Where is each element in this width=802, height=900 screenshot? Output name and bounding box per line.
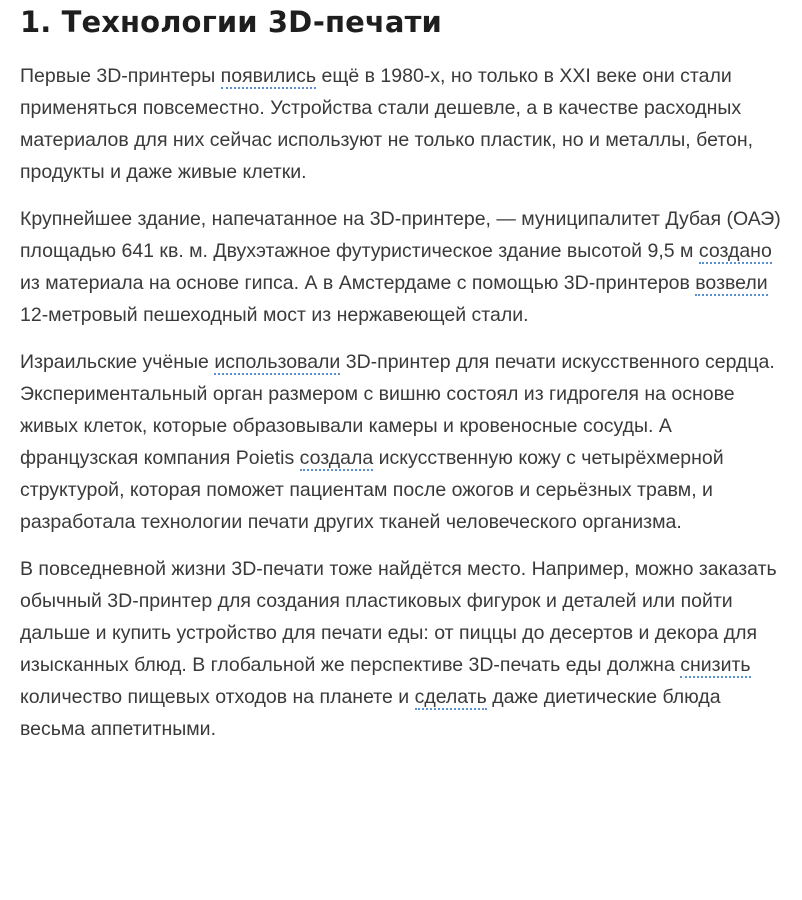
text-run: В повседневной жизни 3D-печати тоже найдётся место. Например, можно заказать обычный 3D-принтер для создания пластиковых фигурок и деталей или пойти дальше и купить устройство для печати еды: от пиццы до десертов и декора для изысканных блюд. В глобальной же перспективе 3D-печать еды должна	[20, 558, 777, 676]
paragraph	[20, 553, 784, 745]
text-run: искусственную кожу с четырёхмерной структурой, которая поможет пациентам после ожогов и серьёзных травм, и разработала технологии печати других тканей человеческого организма.	[20, 447, 724, 533]
inline-link[interactable]: снизить	[680, 654, 751, 676]
text-run: 3D-принтер для печати искусственного сердца. Экспериментальный орган размером с вишню состоял из гидрогеля на основе живых клеток, которые образовывали камеры и кровеносные сосуды. А французская компания Poietis	[20, 351, 775, 469]
inline-link[interactable]: создано	[698, 240, 772, 262]
text-run: 12-метровый пешеходный мост из нержавеющей стали.	[20, 304, 529, 326]
paragraph	[20, 203, 784, 331]
text-run: даже диетические блюда весьма аппетитными.	[20, 686, 721, 740]
text-run: Первые 3D-принтеры	[20, 65, 221, 87]
inline-link[interactable]: появились	[220, 65, 317, 87]
section-heading: 1. Технологии 3D-печати	[20, 5, 442, 39]
text-run: Крупнейшее здание, напечатанное на 3D-принтере, — муниципалитет Дубая (ОАЭ) площадью 641 кв. м. Двухэтажное футуристическое здание высотой 9,5 м	[20, 208, 781, 262]
inline-link[interactable]: возвели	[695, 272, 768, 294]
inline-link[interactable]: сделать	[414, 686, 487, 708]
text-run: из материала на основе гипса. А в Амстердаме с помощью 3D-принтеров	[20, 272, 696, 294]
paragraph	[20, 346, 784, 538]
text-run: Израильские учёные	[20, 351, 215, 373]
text-run: количество пищевых отходов на планете и	[20, 686, 415, 708]
inline-link[interactable]: использовали	[214, 351, 341, 373]
text-run: ещё в 1980-х, но только в XXI веке они стали применяться повсеместно. Устройства стали дешевле, а в качестве расходных материалов для них сейчас используют не только пластик, но и металлы, бетон, продукты и даже живые клетки.	[20, 65, 754, 183]
inline-link[interactable]: создала	[299, 447, 374, 469]
paragraph	[20, 60, 784, 188]
